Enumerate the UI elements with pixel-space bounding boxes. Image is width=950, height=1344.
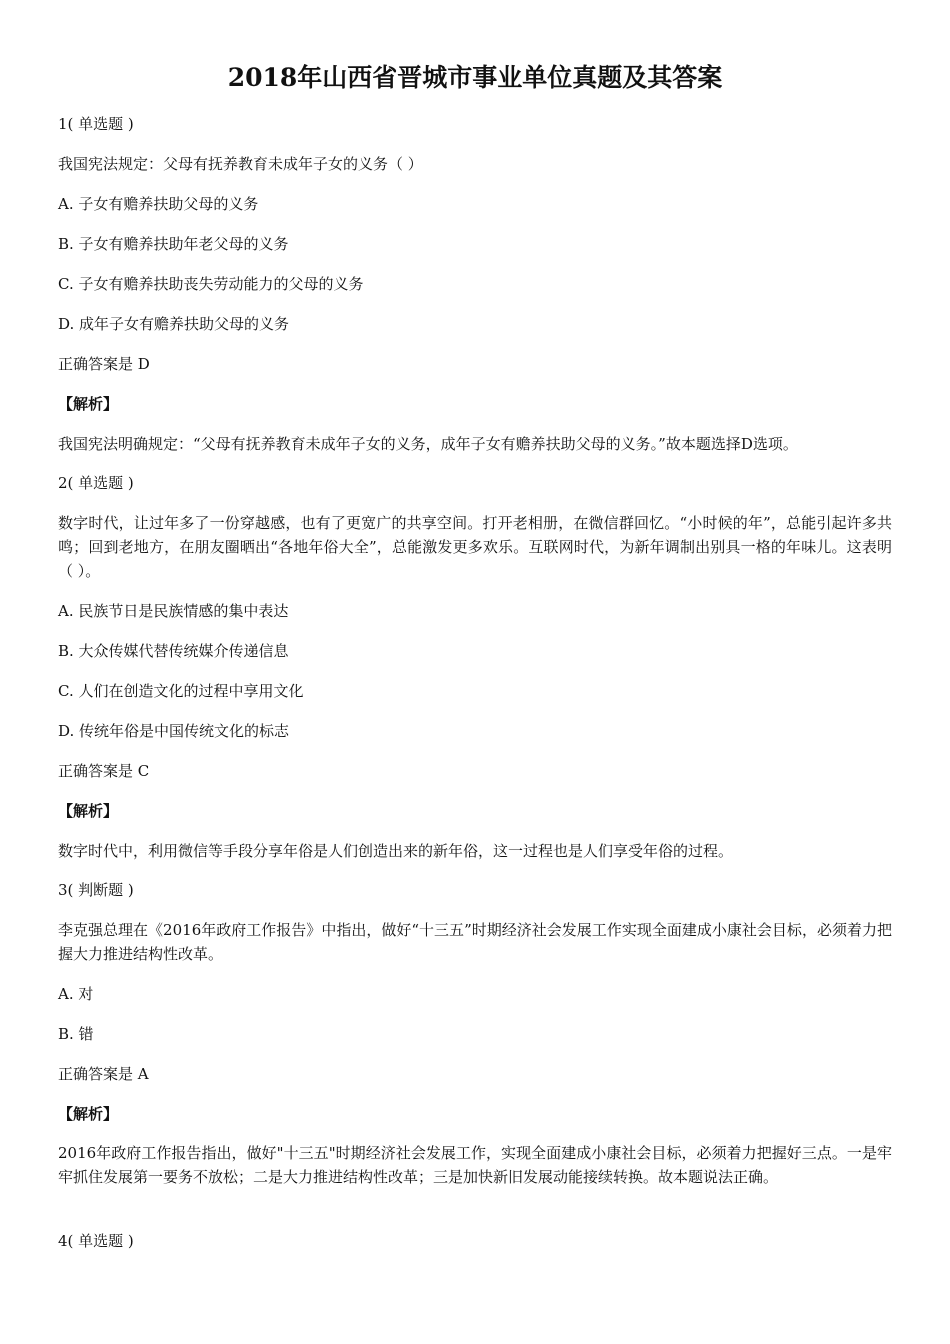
question-3-label: 3( 判断题 ): [58, 881, 134, 899]
question-1-option-c: C. 子女有赡养扶助丧失劳动能力的父母的义务: [58, 275, 364, 293]
question-3-stem: 李克强总理在《2016年政府工作报告》中指出，做好“十三五”时期经济社会发展工作实现全面建成小康社会目标，必须着力把握大力推进结构性改革。: [58, 921, 892, 963]
question-3-analysis-heading: 【解析】: [58, 1105, 119, 1123]
question-1-option-b: B. 子女有赡养扶助年老父母的义务: [58, 235, 289, 253]
question-2-option-b: B. 大众传媒代替传统媒介传递信息: [58, 642, 289, 660]
question-3-option-a: A. 对: [58, 985, 94, 1003]
question-2-option-c: C. 人们在创造文化的过程中享用文化: [58, 682, 304, 700]
question-1-analysis-heading: 【解析】: [58, 395, 119, 413]
document-title: 2018年山西省晋城市事业单位真题及其答案: [227, 63, 723, 92]
question-3-answer: 正确答案是 A: [58, 1065, 149, 1083]
question-1-option-a: A. 子女有赡养扶助父母的义务: [58, 195, 259, 213]
question-1-option-d: D. 成年子女有赡养扶助父母的义务: [58, 315, 290, 333]
question-3-analysis: 2016年政府工作报告指出，做好"十三五"时期经济社会发展工作，实现全面建成小康社会目标，必须着力把握好三点。一是牢牢抓住发展第一要务不放松；二是大力推进结构性改革；三是加快新旧发展动能接续转换。故本题说法正确。: [58, 1144, 892, 1186]
question-2-stem: 数字时代，让过年多了一份穿越感，也有了更宽广的共享空间。打开老相册，在微信群回忆。“小时候的年”，总能引起许多共鸣；回到老地方，在朋友圈晒出“各地年俗大全”，总能激发更多欢乐。互联网时代，为新年调制出别具一格的年味儿。这表明（ ）。: [58, 514, 892, 580]
question-1-analysis: 我国宪法明确规定：“父母有抚养教育未成年子女的义务，成年子女有赡养扶助父母的义务。”故本题选择D选项。: [58, 435, 798, 453]
question-4-label: 4( 单选题 ): [58, 1232, 134, 1250]
question-2-answer: 正确答案是 C: [58, 762, 150, 780]
question-1-answer: 正确答案是 D: [58, 355, 150, 373]
question-2-option-a: A. 民族节日是民族情感的集中表达: [58, 602, 289, 620]
question-3-option-b: B. 错: [58, 1025, 94, 1043]
question-1-stem: 我国宪法规定：父母有抚养教育未成年子女的义务（ ）: [58, 155, 423, 173]
question-2-analysis-heading: 【解析】: [58, 802, 119, 820]
question-2-label: 2( 单选题 ): [58, 474, 134, 492]
question-1-label: 1( 单选题 ): [58, 115, 134, 133]
question-2-analysis: 数字时代中，利用微信等手段分享年俗是人们创造出来的新年俗，这一过程也是人们享受年俗的过程。: [58, 842, 734, 860]
question-2-option-d: D. 传统年俗是中国传统文化的标志: [58, 722, 290, 740]
